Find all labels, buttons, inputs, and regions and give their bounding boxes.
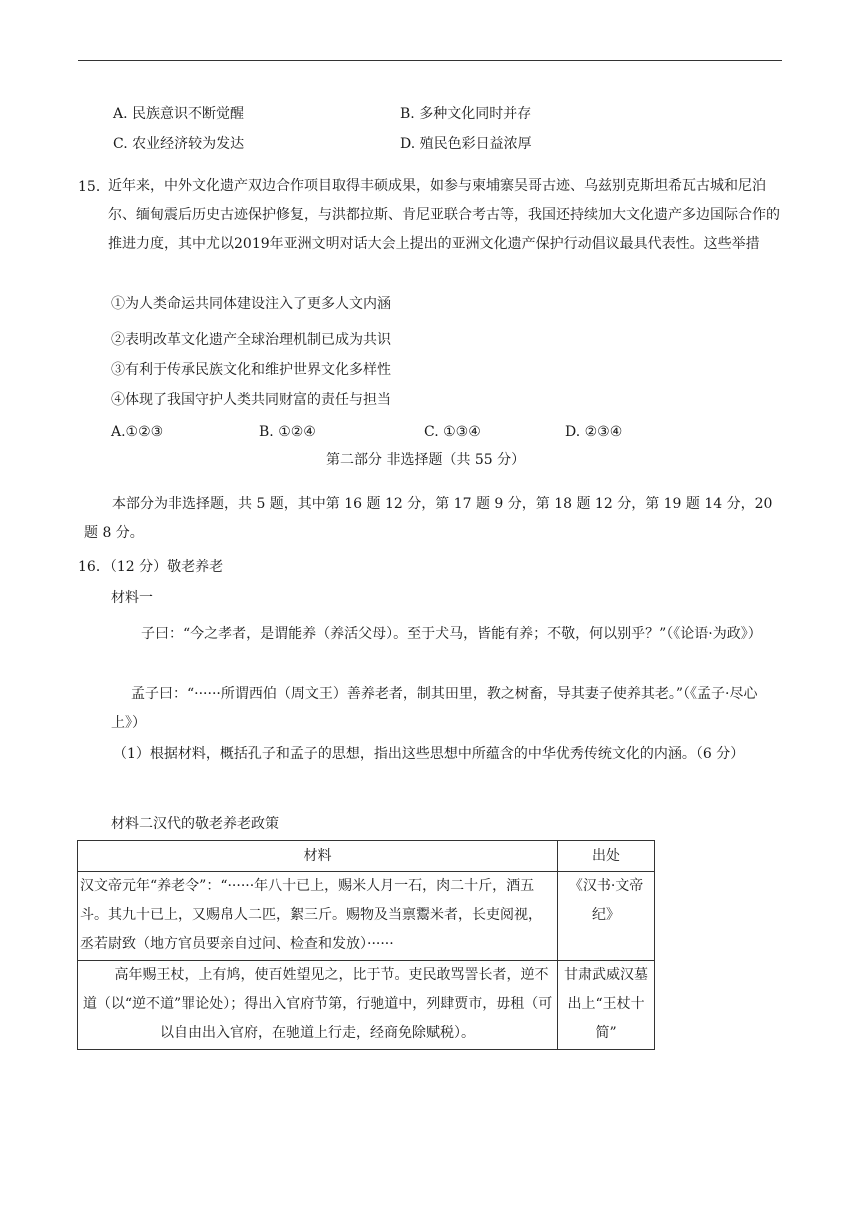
q15-item-3: ③有利于传承民族文化和维护世界文化多样性 xyxy=(111,362,391,378)
part2-intro: 本部分为非选择题，共 5 题，其中第 16 题 12 分，第 17 题 9 分，第 18 题 12 分，第 19 题 14 分，20 题 8 分。 xyxy=(84,496,773,541)
column-header-material: 材料 xyxy=(78,841,558,872)
table-cell-source: 甘肃武威汉墓出上“王杖十简” xyxy=(558,961,655,1050)
table-row xyxy=(78,961,655,1050)
part2-title: 第二部分 非选择题（共 55 分） xyxy=(326,452,526,468)
table-row xyxy=(78,872,655,961)
material2-label: 材料二汉代的敬老养老政策 xyxy=(111,816,279,832)
quote-mencius: 孟子曰：“······所谓西伯（周文王）善养老者，制其田里，教之树畜，导其妻子使养其老。”（《孟子·尽心上》） xyxy=(111,686,758,731)
q15-item-4: ④体现了我国守护人类共同财富的责任与担当 xyxy=(111,392,391,408)
policy-table xyxy=(77,840,655,1050)
q15-option-c: C. ①③④ xyxy=(424,424,481,440)
q16-header: 16．（12 分）敬老养老 xyxy=(78,559,224,575)
q15-stem: 近年来，中外文化遗产双边合作项目取得丰硕成果，如参与柬埔寨吴哥古迹、乌兹别克斯坦希瓦古城和尼泊尔、缅甸震后历史古迹保护修复，与洪都拉斯、肯尼亚联合考古等，我国还持续加大文化遗产多边国际合作的推进力度，其中尤以2019年亚洲文明对话大会上提出的亚洲文化遗产保护行动倡议最具代表性。这些举措 xyxy=(108,178,780,252)
column-header-source: 出处 xyxy=(558,841,655,872)
table-header-row xyxy=(78,841,655,872)
quote-confucius: 子曰：“今之孝者，是谓能养（养活父母）。至于犬马，皆能有养；不敬，何以别乎？”（《论语·为政》） xyxy=(141,626,762,642)
q14-option-b: B. 多种文化同时并存 xyxy=(400,106,532,122)
q15-option-d: D. ②③④ xyxy=(565,424,623,440)
q16-subquestion-1: （1）根据材料，概括孔子和孟子的思想，指出这些思想中所蕴含的中华优秀传统文化的内涵。（6 分） xyxy=(113,746,745,762)
q15-item-1: ①为人类命运共同体建设注入了更多人文内涵 xyxy=(111,296,391,312)
q14-option-a: A. 民族意识不断觉醒 xyxy=(113,106,245,122)
q15-item-2: ②表明改革文化遗产全球治理机制已成为共识 xyxy=(111,332,391,348)
q14-option-d: D. 殖民色彩日益浓厚 xyxy=(400,136,532,152)
material1-label: 材料一 xyxy=(111,590,153,606)
table-cell-material: 汉文帝元年“养老令”：“······年八十已上，赐米人月一石，肉二十斤，酒五斗。其九十已上，又赐帛人二匹，絮三斤。赐物及当禀鬻米者，长吏阅视，丞若尉致（地方官员要亲自过问、检查和发放）······ xyxy=(78,872,558,961)
table-cell-source: 《汉书·文帝纪》 xyxy=(558,872,655,961)
q14-option-c: C. 农业经济较为发达 xyxy=(113,136,245,152)
q15-option-b: B. ①②④ xyxy=(259,424,316,440)
q15-number: 15． xyxy=(78,179,110,195)
header-rule xyxy=(78,60,782,61)
q15-option-a: A.①②③ xyxy=(111,424,164,440)
table-cell-material: 高年赐王杖，上有鸠，使百姓望见之，比于节。吏民敢骂詈长者，逆不道（以“逆不道”罪论处）；得出入官府节第，行驰道中，列肆贾市，毋租（可以自由出入官府，在驰道上行走，经商免除赋税）。 xyxy=(78,961,558,1050)
